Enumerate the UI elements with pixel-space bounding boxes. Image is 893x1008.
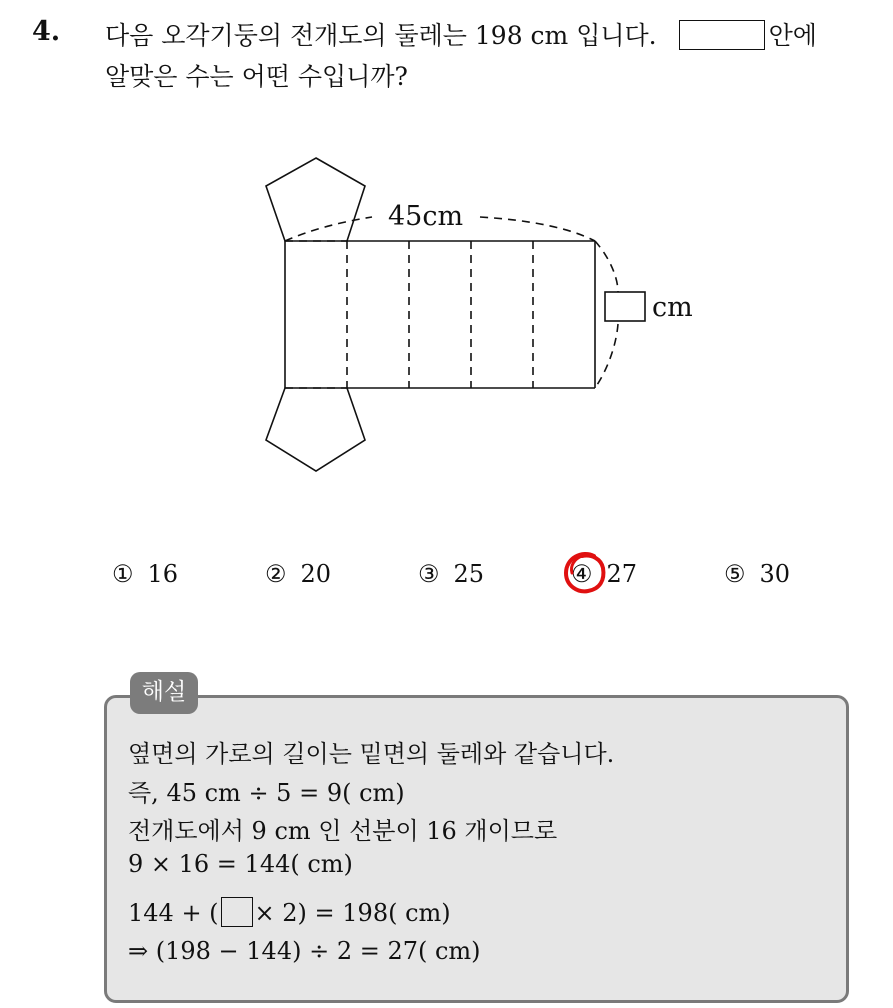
pentagonal-prism-net — [250, 150, 720, 485]
explanation-tag: 해설 — [130, 672, 198, 714]
question-line-2: 알맞은 수는 어떤 수입니까? — [105, 62, 408, 91]
explanation-line-5-before: 144 + ( — [128, 899, 219, 927]
dim-arc-left — [285, 217, 372, 241]
question-text-1b: 안에 — [768, 21, 817, 50]
side-arc-top — [595, 241, 618, 292]
choice-1-value: 16 — [147, 560, 179, 588]
choice-1[interactable] — [112, 560, 178, 588]
choice-5-mark: ⑤ — [724, 560, 746, 588]
choice-3-mark: ③ — [418, 560, 440, 588]
explanation-line-4: 9 × 16 = 144( cm) — [128, 850, 353, 878]
side-unit-label: cm — [652, 292, 693, 323]
choice-4-mark: ④ — [571, 560, 593, 588]
question-line-1 — [105, 16, 817, 52]
top-pentagon — [266, 158, 365, 241]
explanation-line-1: 옆면의 가로의 길이는 밑면의 둘레와 같습니다. — [128, 740, 615, 768]
choice-3-value: 25 — [453, 560, 485, 588]
side-arc-bottom — [595, 324, 618, 388]
question-number: 4. — [32, 16, 61, 47]
question-text-1: 다음 오각기둥의 전개도의 둘레는 198 cm 입니다. — [105, 21, 657, 50]
explanation-line-5-after: × 2) = 198( cm) — [254, 899, 451, 927]
choice-3[interactable] — [418, 560, 484, 588]
choice-2-value: 20 — [300, 560, 332, 588]
side-blank-box — [605, 292, 645, 321]
explanation-line-6: ⇒ (198 − 144) ÷ 2 = 27( cm) — [128, 937, 481, 965]
choice-4-value: 27 — [606, 560, 638, 588]
explanation-line-3: 전개도에서 9 cm 인 선분이 16 개이므로 — [128, 817, 558, 845]
choice-5-value: 30 — [759, 560, 791, 588]
choice-1-mark: ① — [112, 560, 134, 588]
top-length-label: 45cm — [388, 201, 464, 232]
explanation-blank-box — [221, 897, 253, 927]
dim-arc-right — [480, 217, 595, 241]
choice-2-mark: ② — [265, 560, 287, 588]
choice-5[interactable] — [724, 560, 790, 588]
answer-circle-mark — [560, 548, 610, 598]
explanation-line-5 — [128, 897, 451, 927]
bottom-pentagon — [266, 388, 365, 471]
explanation-line-2: 즉, 45 cm ÷ 5 = 9( cm) — [128, 779, 405, 807]
answer-blank-box — [679, 20, 765, 50]
choice-2[interactable] — [265, 560, 331, 588]
